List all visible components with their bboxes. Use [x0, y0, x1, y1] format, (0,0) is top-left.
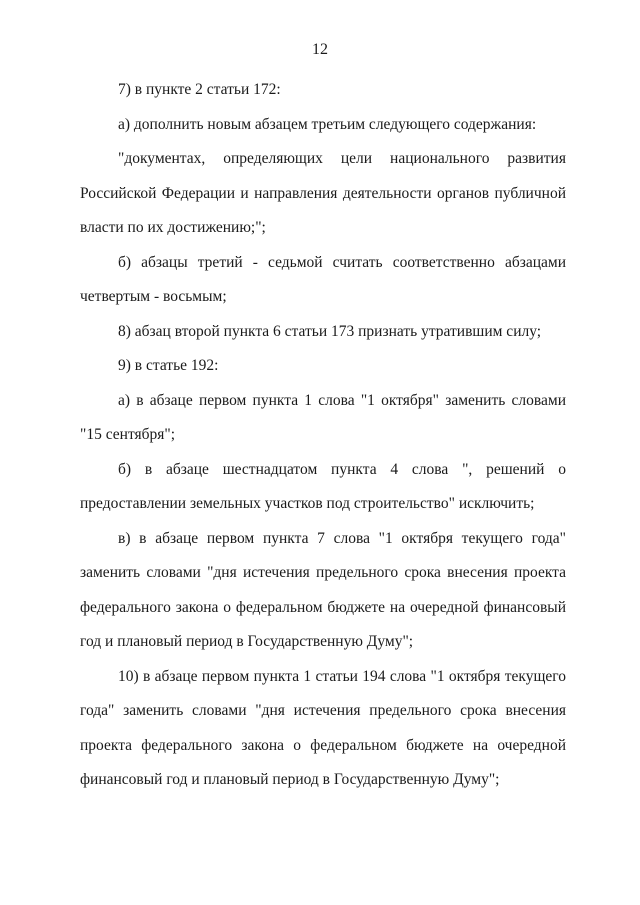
paragraph-9v: в) в абзаце первом пункта 7 слова "1 октября текущего года" заменить словами "дня истечения предельного срока внесения проекта федерального закона о федеральном бюджете на очередной финансовый год и плановый период в Государственную Думу"; [80, 529, 566, 650]
paragraph-9a: а) в абзаце первом пункта 1 слова "1 октября" заменить словами "15 сентября"; [80, 391, 566, 443]
paragraph-7a-quote: "документах, определяющих цели национального развития Российской Федерации и направления деятельности органов публичной власти по их достижению;"; [80, 150, 566, 236]
paragraph-7a: а) дополнить новым абзацем третьим следующего содержания: [118, 115, 537, 133]
page-number: 12 [312, 41, 328, 58]
paragraph-9-header: 9) в статье 192: [118, 357, 219, 374]
paragraph-7b: б) абзацы третий - седьмой считать соответственно абзацами четвертым - восьмым; [80, 253, 566, 305]
document-body [80, 73, 566, 798]
paragraph-7-header: 7) в пункте 2 статьи 172: [118, 81, 281, 98]
paragraph-9b: б) в абзаце шестнадцатом пункта 4 слова ", решений о предоставлении земельных участков под строительство" исключить; [80, 460, 566, 512]
paragraph-8: 8) абзац второй пункта 6 статьи 173 признать утратившим силу; [118, 322, 542, 340]
paragraph-10: 10) в абзаце первом пункта 1 статьи 194 слова "1 октября текущего года" заменить словами "дня истечения предельного срока внесения проекта федерального закона о федеральном бюджете на очередной финансовый год и плановый период в Государственную Думу"; [80, 667, 566, 788]
